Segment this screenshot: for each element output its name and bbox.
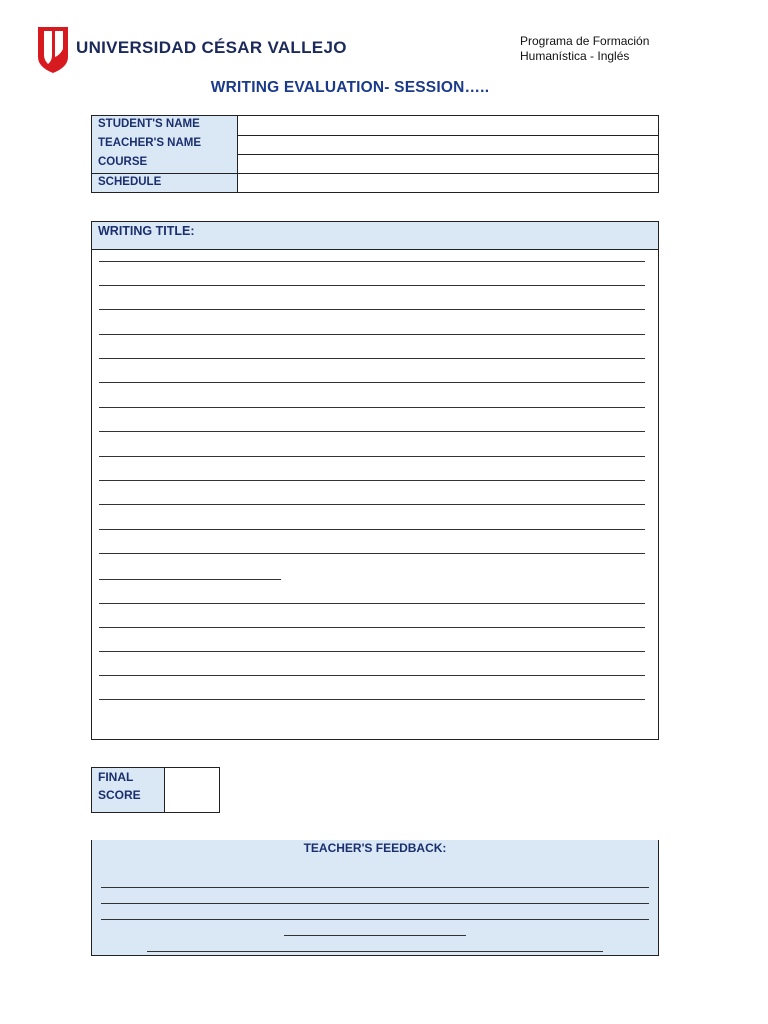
teacher-name-field[interactable]: [238, 135, 658, 154]
writing-rule-line: [99, 334, 645, 335]
teacher-feedback-title: TEACHER'S FEEDBACK:: [303, 841, 447, 855]
document-title: WRITING EVALUATION- SESSION…..: [210, 79, 490, 96]
writing-title-header: [92, 222, 658, 250]
feedback-rule-line: [101, 887, 649, 888]
final-score-field[interactable]: [165, 768, 219, 812]
writing-rule-line: [99, 699, 645, 700]
writing-rule-line: [99, 382, 645, 383]
writing-rule-line: [99, 358, 645, 359]
final-score-label: [98, 768, 141, 804]
writing-rule-line: [99, 651, 645, 652]
course-label: COURSE: [98, 156, 148, 168]
student-name-label: STUDENT'S NAME: [98, 118, 200, 130]
writing-rule-line: [99, 603, 645, 604]
schedule-field[interactable]: [238, 173, 658, 192]
program-name: [520, 34, 649, 64]
feedback-rule-line: [147, 951, 603, 952]
feedback-rule-line: [284, 935, 466, 936]
writing-box: [91, 221, 659, 740]
writing-rule-line: [99, 579, 281, 580]
writing-rule-line: [99, 480, 645, 481]
teacher-feedback-box: [91, 840, 659, 956]
writing-rule-line: [99, 627, 645, 628]
writing-rule-line: [99, 309, 645, 310]
writing-rule-line: [99, 285, 645, 286]
final-score-label-cell: [92, 768, 165, 812]
writing-title-label: WRITING TITLE:: [98, 224, 195, 238]
schedule-label: SCHEDULE: [98, 176, 162, 188]
writing-rule-line: [99, 456, 645, 457]
final-score-box: [91, 767, 220, 813]
university-name: UNIVERSIDAD CÉSAR VALLEJO: [76, 38, 347, 57]
writing-rule-line: [99, 431, 645, 432]
feedback-rule-line: [101, 903, 649, 904]
writing-rule-line: [99, 261, 645, 262]
program-line-1: Programa de Formación: [520, 34, 650, 48]
university-logo-icon: [38, 27, 68, 73]
writing-rule-line: [99, 504, 645, 505]
writing-rule-line: [99, 553, 645, 554]
writing-rule-line: [99, 675, 645, 676]
final-score-label-line-2: SCORE: [98, 788, 141, 802]
writing-rule-line: [99, 407, 645, 408]
student-info-table: [91, 115, 659, 193]
student-name-field[interactable]: [238, 116, 658, 135]
teacher-name-label: TEACHER'S NAME: [98, 137, 202, 149]
course-field[interactable]: [238, 154, 658, 173]
final-score-label-line-1: FINAL: [98, 770, 134, 784]
writing-rule-line: [99, 529, 645, 530]
program-line-2: Humanística - Inglés: [520, 49, 630, 63]
feedback-rule-line: [101, 919, 649, 920]
